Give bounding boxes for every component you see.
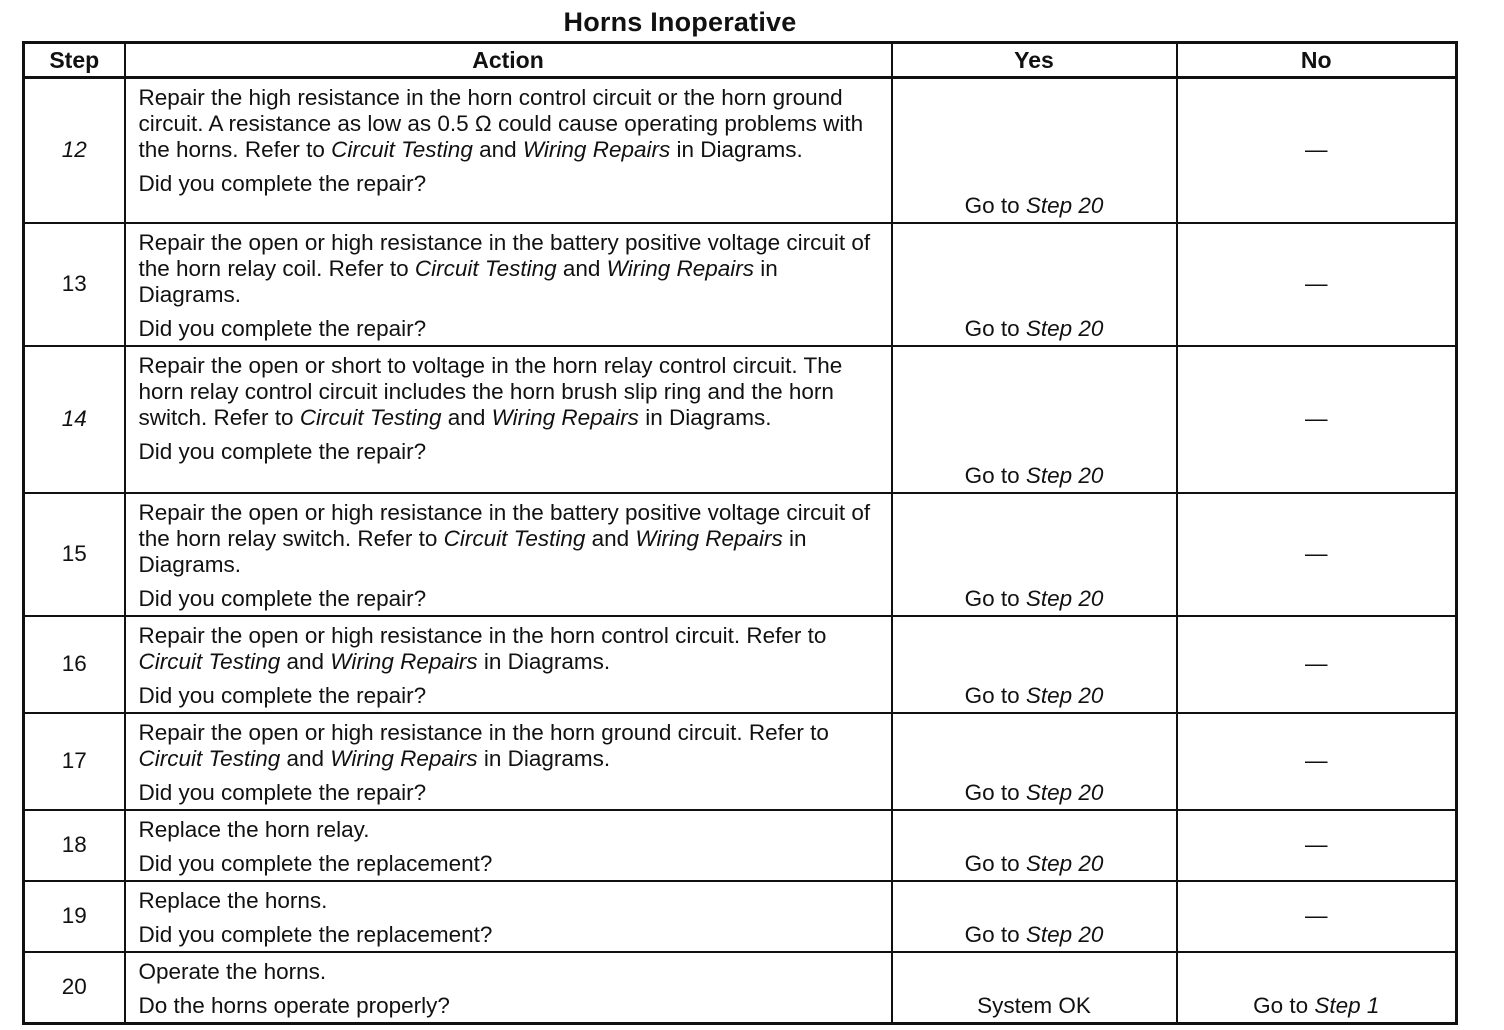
no-text: — xyxy=(1305,903,1328,928)
no-result xyxy=(1177,616,1457,713)
no-text: — xyxy=(1305,406,1328,431)
step-number: 17 xyxy=(24,713,125,810)
yes-text: Go to xyxy=(964,585,1026,611)
no-result xyxy=(1177,713,1457,810)
instruction-text: in Diagrams. xyxy=(477,745,611,771)
reference-text: Wiring Repairs xyxy=(330,648,478,674)
instruction-text: in Diagrams. xyxy=(670,137,803,162)
action-question: Did you complete the repair? xyxy=(138,315,427,341)
no-result xyxy=(1177,952,1457,1024)
header-row xyxy=(24,43,1457,78)
action-cell xyxy=(125,493,892,616)
yes-text: Go to xyxy=(964,921,1026,947)
table-row xyxy=(24,346,1457,493)
step-number: 15 xyxy=(24,493,125,616)
action-cell xyxy=(125,713,892,810)
instruction-text: in Diagrams. xyxy=(138,255,778,307)
action-instruction xyxy=(139,888,881,914)
action-question: Do the horns operate properly? xyxy=(138,992,450,1018)
yes-text: Go to xyxy=(964,682,1026,708)
action-instruction xyxy=(139,85,881,163)
yes-text: Step 20 xyxy=(1025,682,1104,708)
reference-text: Circuit Testing xyxy=(138,648,281,674)
step-number: 16 xyxy=(24,616,125,713)
instruction-text: Repair the open or high resistance in the horn control circuit. Refer to xyxy=(138,622,827,648)
table-row xyxy=(24,223,1457,346)
no-result xyxy=(1177,493,1457,616)
action-question: Did you complete the repair? xyxy=(138,585,427,611)
page-title: Horns Inoperative xyxy=(563,7,797,37)
yes-text: Go to xyxy=(964,192,1026,218)
instruction-text: and xyxy=(472,137,523,162)
header-no: No xyxy=(1177,43,1457,78)
action-instruction xyxy=(139,353,881,431)
table-body xyxy=(24,78,1457,1024)
action-instruction xyxy=(139,959,881,985)
instruction-text: Repair the open or high resistance in the horn ground circuit. Refer to xyxy=(138,719,829,745)
action-cell xyxy=(125,881,892,952)
table-row xyxy=(24,810,1457,881)
reference-text: Circuit Testing xyxy=(138,745,281,771)
instruction-text: and xyxy=(556,255,607,281)
yes-text: Go to xyxy=(964,315,1026,341)
action-cell xyxy=(125,78,892,223)
reference-text: Circuit Testing xyxy=(443,525,586,551)
yes-result xyxy=(892,616,1177,713)
reference-text: Wiring Repairs xyxy=(330,745,478,771)
yes-result xyxy=(892,713,1177,810)
yes-text: Step 20 xyxy=(1025,779,1104,805)
action-cell xyxy=(125,346,892,493)
reference-text: Circuit Testing xyxy=(299,404,442,430)
yes-text: Step 20 xyxy=(1025,315,1104,341)
header-step: Step xyxy=(24,43,125,78)
action-question: Did you complete the repair? xyxy=(138,779,427,805)
no-text: — xyxy=(1305,832,1328,857)
reference-text: Wiring Repairs xyxy=(606,255,755,281)
yes-result xyxy=(892,78,1177,223)
yes-result xyxy=(892,346,1177,493)
yes-result xyxy=(892,493,1177,616)
no-result xyxy=(1177,78,1457,223)
no-text: — xyxy=(1305,137,1328,163)
instruction-text: in Diagrams. xyxy=(138,525,807,577)
no-result xyxy=(1177,881,1457,952)
step-number: 12 xyxy=(24,78,125,223)
header-yes: Yes xyxy=(892,43,1177,78)
yes-result xyxy=(892,223,1177,346)
instruction-text: and xyxy=(585,525,636,551)
instruction-text: and xyxy=(280,745,331,771)
action-instruction xyxy=(139,500,881,578)
no-text: — xyxy=(1305,541,1328,566)
action-question: Did you complete the replacement? xyxy=(138,850,493,876)
step-number: 19 xyxy=(24,881,125,952)
table-row xyxy=(24,493,1457,616)
instruction-text: and xyxy=(280,648,331,674)
action-question: Did you complete the replacement? xyxy=(138,921,493,947)
reference-text: Wiring Repairs xyxy=(635,525,783,551)
instruction-text: Repair the open or high resistance in the battery positive voltage circuit of the horn relay switch. Refer to xyxy=(138,499,871,551)
action-cell xyxy=(125,616,892,713)
no-text: — xyxy=(1305,271,1328,296)
no-text: — xyxy=(1305,748,1328,773)
no-text: Step 1 xyxy=(1314,992,1380,1018)
header-action: Action xyxy=(125,43,892,78)
action-instruction xyxy=(139,623,881,675)
reference-text: Wiring Repairs xyxy=(491,404,639,430)
yes-text: Step 20 xyxy=(1025,585,1104,611)
yes-text: Go to xyxy=(964,779,1026,805)
reference-text: Circuit Testing xyxy=(414,255,557,281)
yes-text: Step 20 xyxy=(1025,921,1104,947)
action-question: Did you complete the repair? xyxy=(138,682,427,708)
instruction-text: in Diagrams. xyxy=(638,404,772,430)
instruction-text: in Diagrams. xyxy=(477,648,611,674)
diagnostic-table xyxy=(22,41,1458,1025)
action-instruction xyxy=(139,720,881,772)
no-text: — xyxy=(1305,651,1328,676)
instruction-text: and xyxy=(441,404,492,430)
yes-text: System OK xyxy=(977,992,1091,1018)
action-cell xyxy=(125,952,892,1024)
table-row xyxy=(24,616,1457,713)
yes-text: Step 20 xyxy=(1025,462,1104,488)
action-instruction xyxy=(139,230,881,308)
table-row xyxy=(24,78,1457,223)
no-result xyxy=(1177,223,1457,346)
instruction-text: Repair the open or high resistance in the battery positive voltage circuit of the horn relay coil. Refer to xyxy=(138,229,871,281)
no-result xyxy=(1177,346,1457,493)
yes-text: Step 20 xyxy=(1025,192,1104,218)
table-row xyxy=(24,952,1457,1024)
instruction-text: Replace the horns. xyxy=(138,887,328,913)
instruction-text: Repair the high resistance in the horn control circuit or the horn ground circuit. A resistance as low as 0.5 Ω could cause operating problems with the horns. Refer to xyxy=(138,85,864,162)
yes-text: Step 20 xyxy=(1025,850,1104,876)
step-number: 14 xyxy=(24,346,125,493)
no-result xyxy=(1177,810,1457,881)
instruction-text: Operate the horns. xyxy=(138,958,327,984)
reference-text: Circuit Testing xyxy=(331,137,473,162)
action-cell xyxy=(125,223,892,346)
step-number: 20 xyxy=(24,952,125,1024)
table-row xyxy=(24,881,1457,952)
instruction-text: Repair the open or short to voltage in the horn relay control circuit. The horn relay control circuit includes the horn brush slip ring and the horn switch. Refer to xyxy=(138,352,843,430)
table-row xyxy=(24,713,1457,810)
yes-result xyxy=(892,881,1177,952)
reference-text: Wiring Repairs xyxy=(522,137,671,162)
no-text: Go to xyxy=(1253,992,1315,1018)
yes-text: Go to xyxy=(964,850,1026,876)
action-cell xyxy=(125,810,892,881)
action-instruction xyxy=(139,817,881,843)
instruction-text: Replace the horn relay. xyxy=(138,816,370,842)
action-question: Did you complete the repair? xyxy=(138,171,427,196)
step-number: 18 xyxy=(24,810,125,881)
yes-text: Go to xyxy=(964,462,1026,488)
action-question: Did you complete the repair? xyxy=(138,438,427,464)
yes-result xyxy=(892,810,1177,881)
yes-result xyxy=(892,952,1177,1024)
step-number: 13 xyxy=(24,223,125,346)
